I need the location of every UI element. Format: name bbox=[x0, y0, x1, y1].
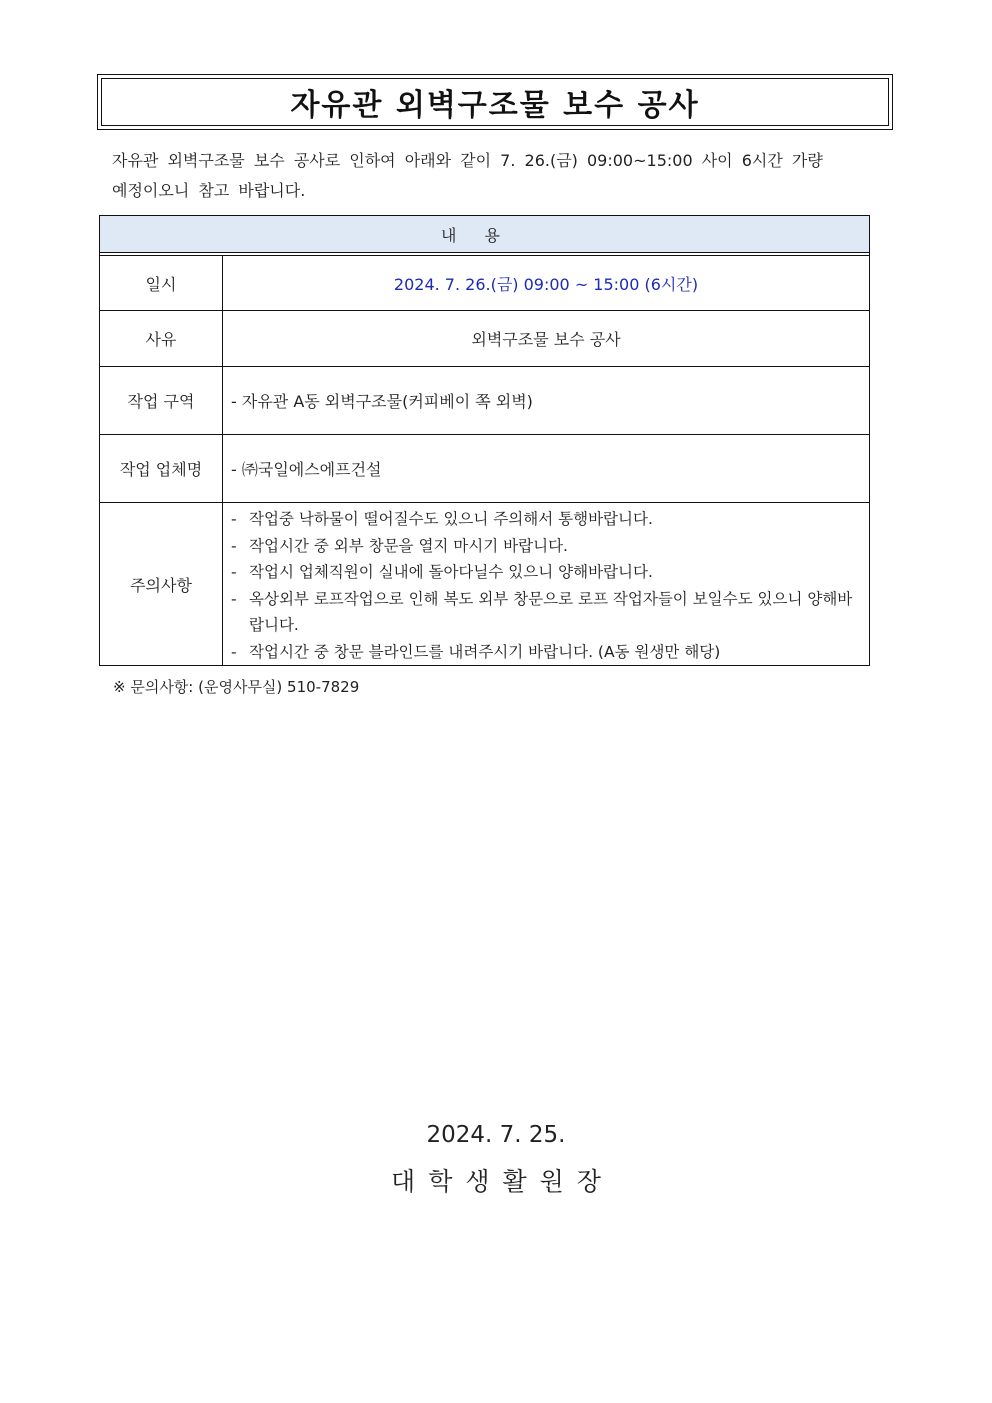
intro-line-2: 예정이오니 참고 바랍니다. bbox=[112, 181, 306, 200]
row-value-work-area: - 자유관 A동 외벽구조물(커피베이 쪽 외벽) bbox=[223, 367, 870, 435]
row-label-reason: 사유 bbox=[100, 311, 223, 367]
row-value-contractor: - ㈜국일에스에프건설 bbox=[223, 435, 870, 503]
table-row bbox=[100, 367, 870, 435]
list-item: - 옥상외부 로프작업으로 인해 복도 외부 창문으로 로프 작업자들이 보일수도 있으니 양해바랍니다. bbox=[231, 589, 853, 634]
row-label-contractor: 작업 업체명 bbox=[100, 435, 223, 503]
issue-date: 2024. 7. 25. bbox=[426, 1122, 566, 1148]
row-value-datetime: 2024. 7. 26.(금) 09:00 ~ 15:00 (6시간) bbox=[223, 256, 870, 311]
table-row bbox=[100, 311, 870, 367]
notes-list bbox=[223, 503, 869, 665]
row-label-work-area: 작업 구역 bbox=[100, 367, 223, 435]
list-item: - 작업시 업체직원이 실내에 돌아다닐수 있으니 양해바랍니다. bbox=[231, 563, 653, 581]
table-row bbox=[100, 435, 870, 503]
issuer-organization: 대학생활원장 bbox=[391, 1167, 614, 1196]
info-table bbox=[99, 215, 870, 666]
title-inner-border bbox=[101, 78, 889, 126]
intro-line-1: 자유관 외벽구조물 보수 공사로 인하여 아래와 같이 7. 26.(금) 09:00~15:00 사이 6시간 가량 bbox=[112, 151, 823, 170]
list-item: - 작업시간 중 외부 창문을 열지 마시기 바랍니다. bbox=[231, 536, 568, 555]
intro-paragraph bbox=[112, 146, 896, 206]
document-title: 자유관 외벽구조물 보수 공사 bbox=[290, 88, 700, 123]
row-value-reason: 외벽구조물 보수 공사 bbox=[223, 311, 870, 367]
title-box bbox=[97, 74, 893, 130]
row-value-notes bbox=[223, 503, 870, 666]
table-row bbox=[100, 503, 870, 666]
table-header: 내용 bbox=[100, 216, 870, 253]
contact-info: ※ 문의사항: (운영사무실) 510-7829 bbox=[113, 678, 360, 696]
row-label-notes: 주의사항 bbox=[100, 503, 223, 666]
list-item: - 작업시간 중 창문 블라인드를 내려주시기 바랍니다. (A동 원생만 해당) bbox=[231, 642, 721, 661]
table-row bbox=[100, 256, 870, 311]
list-item: - 작업중 낙하물이 떨어질수도 있으니 주의해서 통행바랍니다. bbox=[231, 510, 653, 528]
row-label-datetime: 일시 bbox=[100, 256, 223, 311]
